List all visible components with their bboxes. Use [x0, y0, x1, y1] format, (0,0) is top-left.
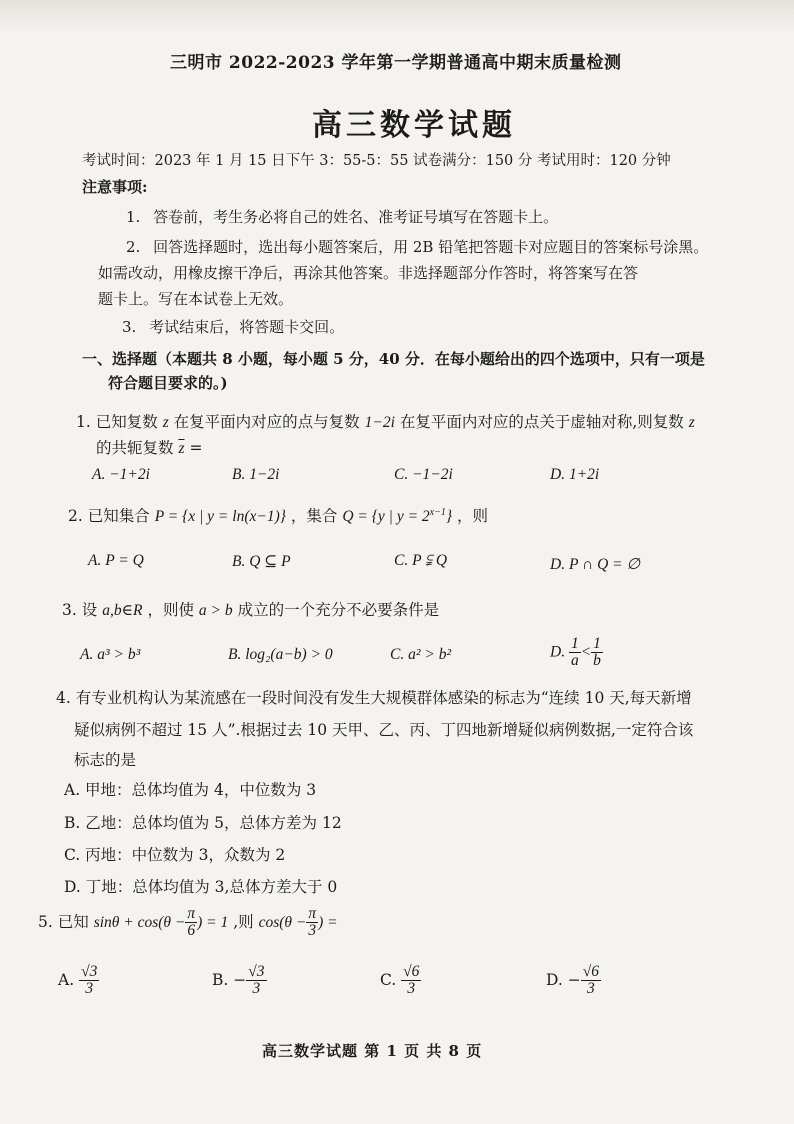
notice-text: 回答选择题时，选出每小题答案后，用 2B 铅笔把答题卡对应题目的答案标号涂黑。 — [153, 238, 709, 256]
math-expr: 1−2i — [364, 414, 395, 431]
q3-option-b: B. log₂(a−b) > 0 — [228, 646, 333, 663]
denominator: 3 — [85, 980, 94, 998]
denominator: 3 — [407, 980, 416, 998]
math-part: } — [445, 508, 453, 525]
fraction — [185, 906, 197, 940]
option-label: C. — [380, 970, 397, 989]
q2-option-b: B. Q ⊆ P — [232, 553, 291, 570]
question-text: 已知复数 — [95, 413, 158, 431]
q1-option-a: A. −1+2i — [92, 466, 150, 483]
page-footer: 高三数学试题 第 1 页 共 8 页 — [262, 1042, 483, 1060]
q4-option-c: C. 丙地：中位数为 3，众数为 2 — [64, 846, 286, 864]
question-text: 已知 — [57, 912, 89, 931]
question-text: ,则 — [233, 912, 254, 931]
numerator: √6 — [403, 963, 420, 980]
question-number: 3. — [62, 601, 77, 619]
notice-heading: 注意事项: — [82, 178, 148, 196]
exam-info: 考试时间：2023 年 1 月 15 日下午 3：55-5：55 试卷满分：150 分 考试用时：120 分钟 — [82, 153, 671, 169]
notice-num: 3. — [122, 318, 137, 336]
question-text: = — [189, 439, 203, 457]
q2-option-c: C. P ⫋ Q — [394, 552, 448, 569]
math-expr: ) = — [318, 913, 338, 931]
scan-shadow — [0, 0, 794, 34]
notice-item-2-line2: 如需改动，用橡皮擦干净后，再涂其他答案。非选择题部分作答时，将答案写在答 — [98, 264, 639, 282]
question-1 — [76, 410, 695, 432]
q4-option-b: B. 乙地：总体均值为 5，总体方差为 12 — [64, 814, 342, 832]
denominator: 3 — [252, 980, 261, 998]
math-expr: cos(θ − — [258, 913, 307, 931]
fraction — [569, 636, 581, 670]
notice-num: 1. — [126, 208, 141, 226]
question-number: 5. — [38, 912, 53, 931]
q5-option-c — [380, 964, 421, 998]
section-heading: 一、选择题（本题共 8 小题，每小题 5 分，40 分．在每小题给出的四个选项中，只有一项是 — [82, 350, 705, 368]
numerator: √6 — [582, 963, 600, 980]
math-expr: a,b∈R — [102, 602, 143, 619]
denominator: b — [593, 652, 601, 670]
notice-item-1 — [126, 206, 558, 227]
numerator: √3 — [81, 963, 98, 980]
question-4-line3: 标志的是 — [74, 751, 137, 769]
q4-option-d: D. 丁地：总体均值为 3,总体方差大于 0 — [64, 878, 338, 896]
q1-option-d: D. 1+2i — [550, 466, 600, 483]
math-expr: sinθ + cos(θ − — [93, 913, 186, 931]
notice-num: 2. — [126, 238, 141, 256]
denominator: a — [570, 652, 579, 670]
page-title: 高三数学试题 — [312, 108, 516, 143]
question-text: 有专业机构认为某流感在一段时间没有发生大规模群体感染的标志为“连续 10 天,每天新增 — [75, 689, 692, 707]
numerator: 1 — [570, 635, 579, 652]
fraction — [591, 636, 603, 670]
question-text: 在复平面内对应的点关于虚轴对称,则复数 — [399, 413, 684, 431]
fraction — [306, 906, 318, 940]
question-3 — [62, 598, 439, 620]
q1-option-b: B. 1−2i — [232, 466, 280, 483]
math-exponent: x−1 — [429, 506, 446, 518]
question-4-line2: 疑似病例不超过 15 人”.根据过去 10 天甲、乙、丙、丁四地新增疑似病例数据,一定符合该 — [74, 721, 694, 739]
math-set-p: P = {x | y = ln(x−1)} — [154, 508, 286, 525]
question-text: 的共轭复数 — [96, 439, 174, 457]
math-expr: ) = 1 — [197, 913, 229, 931]
option-label: D. — [546, 970, 563, 989]
math-part: Q = {y | y = 2 — [342, 508, 430, 525]
q5-option-d — [546, 964, 601, 998]
numerator: π — [308, 905, 317, 922]
question-number: 2. — [68, 507, 83, 525]
fraction — [246, 964, 266, 998]
q2-option-d: D. P ∩ Q = ∅ — [550, 556, 640, 573]
question-4 — [56, 686, 692, 708]
question-1-line2 — [96, 436, 202, 458]
math-set-q — [342, 508, 452, 525]
question-text: ，则使 — [147, 601, 194, 619]
fraction — [581, 964, 601, 998]
option-label: A. — [58, 970, 75, 989]
minus-sign: − — [233, 970, 247, 989]
denominator: 3 — [308, 922, 317, 940]
q4-option-a: A. 甲地：总体均值为 4，中位数为 3 — [64, 781, 317, 799]
notice-text: 答卷前，考生务必将自己的姓名、准考证号填写在答题卡上。 — [153, 208, 559, 226]
math-expr: a > b — [198, 602, 233, 619]
denominator: 6 — [187, 922, 196, 940]
q5-option-b — [212, 964, 267, 998]
minus-sign: − — [567, 970, 581, 989]
less-than: < — [580, 643, 592, 661]
question-text: ，则 — [457, 507, 489, 525]
numerator: 1 — [593, 635, 601, 652]
numerator: π — [187, 905, 196, 922]
question-text: 已知集合 — [87, 507, 150, 525]
question-text: 成立的一个充分不必要条件是 — [237, 601, 440, 619]
option-label: D. — [550, 643, 566, 661]
question-2 — [68, 504, 488, 526]
school-exam-line: 三明市 2022-2023 学年第一学期普通高中期末质量检测 — [170, 53, 622, 73]
q1-option-c: C. −1−2i — [394, 466, 453, 483]
q3-option-a: A. a³ > b³ — [80, 646, 141, 663]
q2-option-a: A. P = Q — [88, 552, 144, 569]
notice-item-2-line3: 题卡上。写在本试卷上无效。 — [98, 290, 294, 308]
math-var: z — [162, 414, 169, 431]
q5-option-a — [58, 964, 99, 998]
option-label: B. — [212, 970, 229, 989]
notice-item-2 — [126, 236, 708, 257]
question-number: 1. — [76, 413, 91, 431]
math-conjugate: $\overline{z}$ — [178, 440, 185, 457]
q3-option-d — [550, 636, 603, 670]
math-var: z — [688, 414, 695, 431]
question-number: 4. — [56, 689, 71, 707]
question-5 — [38, 906, 338, 940]
question-text: 在复平面内对应的点与复数 — [173, 413, 360, 431]
numerator: √3 — [248, 963, 265, 980]
fraction — [79, 964, 99, 998]
notice-text: 考试结束后，将答题卡交回。 — [149, 318, 345, 336]
q3-option-c: C. a² > b² — [390, 646, 452, 663]
fraction — [401, 964, 421, 998]
notice-item-3 — [122, 316, 344, 337]
section-heading-line2: 符合题目要求的。) — [108, 374, 228, 392]
question-text: ，集合 — [290, 507, 338, 525]
question-text: 设 — [81, 601, 98, 619]
denominator: 3 — [587, 980, 595, 998]
